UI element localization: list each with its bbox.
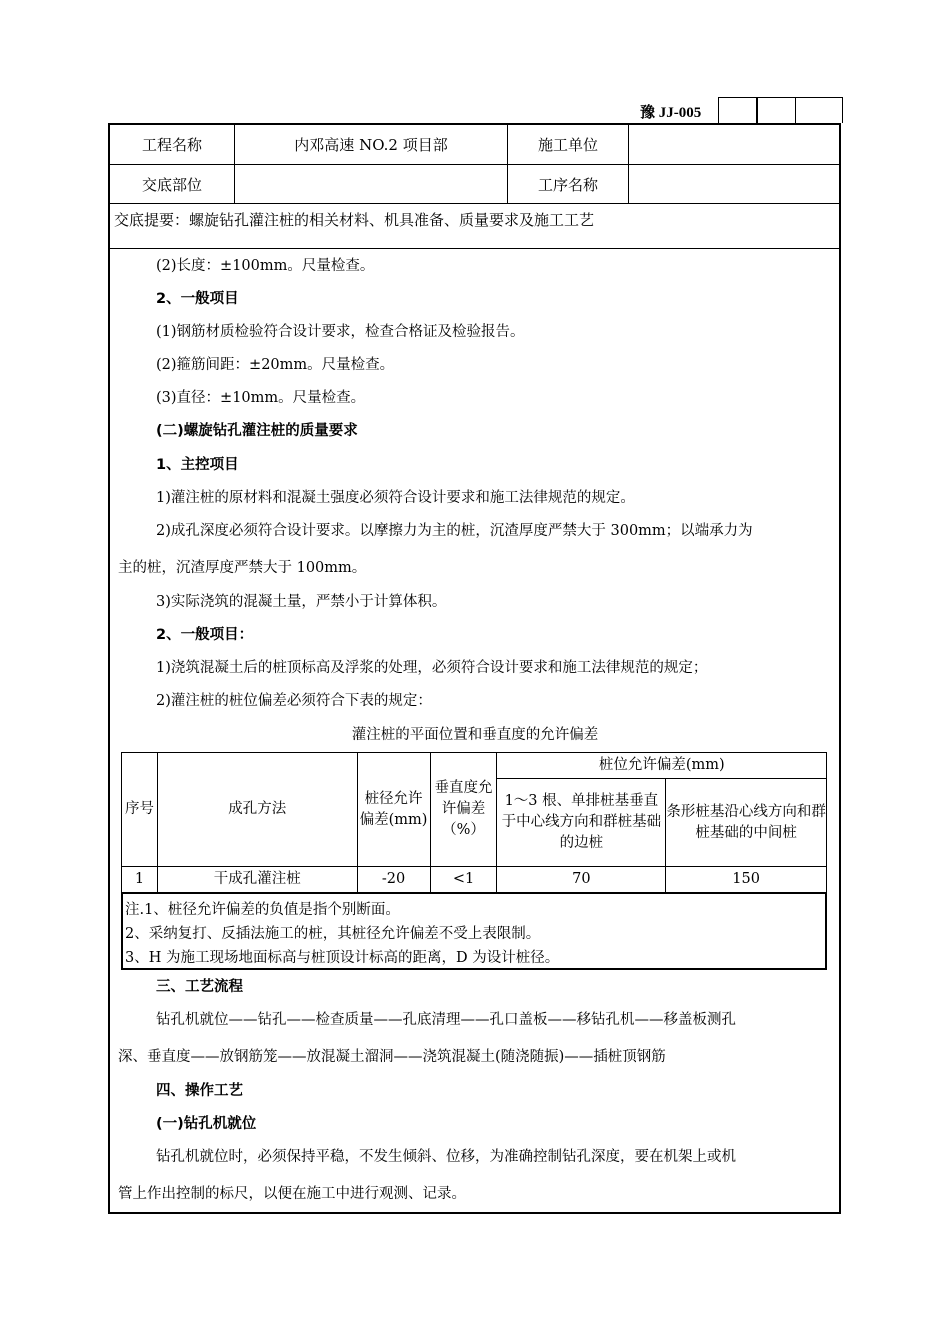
table-row <box>122 867 827 893</box>
section-heading: 1、主控项目 <box>156 457 239 473</box>
col-header-no: 序号 <box>122 753 158 867</box>
deviation-table <box>121 752 827 893</box>
document-code: 豫 JJ-005 <box>640 105 702 121</box>
col-header-diameter: 桩径允许偏差(mm) <box>357 753 430 867</box>
section-heading: 2、一般项目 <box>156 291 239 307</box>
project-value: 内邓高速 NO.2 项目部 <box>235 125 508 164</box>
cell-no: 1 <box>122 867 158 893</box>
col-header-verticality: 垂直度允许偏差（%） <box>430 753 497 867</box>
table-note: 2、采纳复打、反插法施工的桩，其桩径允许偏差不受上表限制。 <box>125 926 541 942</box>
cell-method: 干成孔灌注桩 <box>157 867 357 893</box>
contractor-label: 施工单位 <box>508 125 629 164</box>
col-header-position-middle: 条形桩基沿心线方向和群桩基础的中间桩 <box>666 779 827 867</box>
code-box <box>756 97 796 123</box>
body-paragraph: 1)浇筑混凝土后的桩顶标高及浮浆的处理，必须符合设计要求和施工法律规范的规定； <box>156 660 708 676</box>
cell-verticality: <1 <box>430 867 497 893</box>
table-note: 3、H 为施工现场地面标高与桩顶设计标高的距离，D 为设计桩径。 <box>125 950 560 966</box>
section-heading: 三、工艺流程 <box>156 979 243 995</box>
table-notes <box>121 893 827 970</box>
part-label: 交底部位 <box>110 165 235 203</box>
code-box <box>795 97 843 123</box>
body-paragraph: 深、垂直度——放钢筋笼——放混凝土溜洞——浇筑混凝土(随浇随振)——插桩顶钢筋 <box>118 1049 666 1065</box>
col-header-position-edge: 1～3 根、单排桩基垂直于中心线方向和群桩基础的边桩 <box>497 779 666 867</box>
process-label: 工序名称 <box>508 165 629 203</box>
part-value <box>235 165 508 203</box>
body-paragraph: 1)灌注桩的原材料和混凝土强度必须符合设计要求和施工法律规范的规定。 <box>156 490 635 506</box>
process-value <box>629 165 839 203</box>
section-heading: (二)螺旋钻孔灌注桩的质量要求 <box>156 423 358 439</box>
body-paragraph: (1)钢筋材质检验符合设计要求，检查合格证及检验报告。 <box>156 324 525 340</box>
body-paragraph: 钻孔机就位——钻孔——检查质量——孔底清理——孔口盖板——移钻孔机——移盖板测孔 <box>156 1012 736 1028</box>
body-paragraph: 管上作出控制的标尺，以便在施工中进行观测、记录。 <box>118 1186 466 1202</box>
summary-text: 交底提要：螺旋钻孔灌注桩的相关材料、机具准备、质量要求及施工工艺 <box>114 211 595 229</box>
header-row-part <box>110 165 839 204</box>
col-header-method: 成孔方法 <box>157 753 357 867</box>
document-code-row <box>600 97 842 123</box>
code-box <box>718 97 758 123</box>
table-note: 注.1、桩径允许偏差的负值是指个别断面。 <box>125 902 400 918</box>
body-paragraph: 3)实际浇筑的混凝土量，严禁小于计算体积。 <box>156 594 447 610</box>
section-heading: (一)钻孔机就位 <box>156 1116 257 1132</box>
table-caption: 灌注桩的平面位置和垂直度的允许偏差 <box>351 727 599 743</box>
body-paragraph: (3)直径：±10mm。尺量检查。 <box>156 390 366 406</box>
body-paragraph: (2)箍筋间距：±20mm。尺量检查。 <box>156 357 395 373</box>
cell-position-edge: 70 <box>497 867 666 893</box>
body-paragraph: 2)成孔深度必须符合设计要求。以摩擦力为主的桩，沉渣厚度严禁大于 300mm；以端承力为 <box>156 523 753 539</box>
contractor-value <box>629 125 839 164</box>
body-paragraph: (2)长度：±100mm。尺量检查。 <box>156 258 375 274</box>
body-paragraph: 钻孔机就位时，必须保持平稳，不发生倾斜、位移，为准确控制钻孔深度，要在机架上或机 <box>156 1149 736 1165</box>
cell-position-middle: 150 <box>666 867 827 893</box>
col-header-position: 桩位允许偏差(mm) <box>497 753 827 779</box>
section-heading: 2、一般项目： <box>156 627 254 643</box>
header-row-project <box>110 125 839 165</box>
cell-diameter: -20 <box>357 867 430 893</box>
project-label: 工程名称 <box>110 125 235 164</box>
section-heading: 四、操作工艺 <box>156 1083 243 1099</box>
body-paragraph: 2)灌注桩的桩位偏差必须符合下表的规定： <box>156 693 432 709</box>
body-paragraph: 主的桩，沉渣厚度严禁大于 100mm。 <box>118 560 367 576</box>
